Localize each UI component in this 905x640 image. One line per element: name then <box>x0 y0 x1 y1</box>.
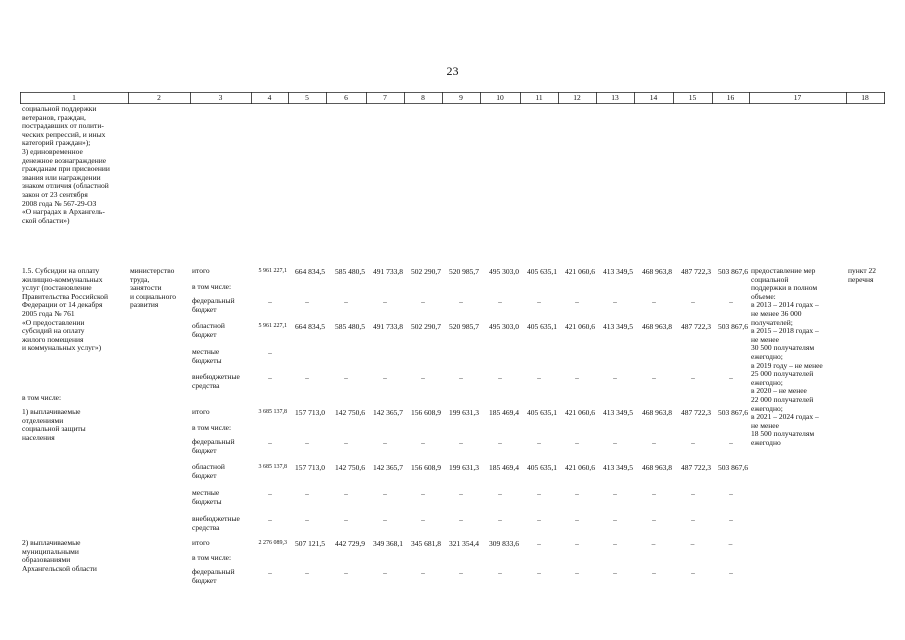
row-label-in-that: в том числе: <box>192 423 232 432</box>
sub-2-total-cell: – <box>690 539 695 548</box>
sub-1-regional-cell: 3 685 137,8 <box>258 464 287 470</box>
item-1-5-regional-cell: 468 963,8 <box>642 322 672 331</box>
item-1-5-regional-cell: 487 722,3 <box>681 322 711 331</box>
item-1-5-total-cell: 664 834,5 <box>295 267 325 276</box>
col-header-17: 17 <box>793 93 802 102</box>
sub-1-regional-cell: 199 631,3 <box>449 463 479 472</box>
sub-1-offbudget-dash: – <box>305 515 309 524</box>
sub-1-regional-cell: 142 750,6 <box>335 463 365 472</box>
col-header-18: 18 <box>861 93 869 102</box>
sub-2-federal-dash: – <box>421 568 425 577</box>
sub-1-federal-dash: – <box>613 438 617 447</box>
sub-2-federal-dash: – <box>268 568 272 577</box>
item-1-5-federal-dash: – <box>268 297 272 306</box>
item-1-5-regional-cell: 421 060,6 <box>565 322 595 331</box>
col-header-15: 15 <box>688 93 697 102</box>
sub-1-regional-cell: 157 713,0 <box>295 463 325 472</box>
sub-2-total-cell: – <box>613 539 617 548</box>
sub-1-regional-cell: 185 469,4 <box>489 463 519 472</box>
sub-1-federal-dash: – <box>691 438 695 447</box>
item-1-5-federal-dash: – <box>383 297 387 306</box>
item-1-5-description: 1.5. Субсидии на оплату жилищно-коммунальных услуг (постановление Правительства Российской Федерации от 14 декабря 2005 года № 761 «О предоставлении субсидий на оплату жилого помещения и коммунальных услуг») <box>22 266 109 353</box>
sub-1-offbudget-dash: – <box>652 515 656 524</box>
sub-1-federal-dash: – <box>729 438 733 447</box>
sub-2-federal-dash: – <box>652 568 656 577</box>
col-header-2: 2 <box>157 93 161 102</box>
sub-1-total-cell: 142 750,6 <box>335 408 365 417</box>
item-1-5-total-cell: 413 349,5 <box>603 267 633 276</box>
sub-1-offbudget-dash: – <box>729 515 733 524</box>
item-1-5-offbudget-dash: – <box>383 373 387 382</box>
sub-1-federal-dash: – <box>459 438 463 447</box>
sub-2-total-cell: – <box>651 539 656 548</box>
sub-1-regional-cell: 156 608,9 <box>411 463 441 472</box>
sub-1-regional-cell: 413 349,5 <box>603 463 633 472</box>
sub-2-total-cell: 442 729,9 <box>335 539 365 548</box>
col-header-12: 12 <box>573 93 581 102</box>
row-label-offbudget: внебюджетные средства <box>192 514 240 532</box>
row-label-regional: областной бюджет <box>192 462 225 480</box>
sub-1-local-dash: – <box>652 489 656 498</box>
item-1-5-offbudget-dash: – <box>421 373 425 382</box>
sub-1-total-cell: 185 469,4 <box>489 408 519 417</box>
item-1-5-offbudget-dash: – <box>498 373 502 382</box>
col-header-9: 9 <box>459 93 463 102</box>
sub-1-local-dash: – <box>268 489 272 498</box>
sub-2-total-cell: – <box>575 539 579 548</box>
col-header-5: 5 <box>305 93 309 102</box>
item-1-5-total-cell: 468 963,8 <box>642 267 672 276</box>
sub-2-federal-dash: – <box>383 568 387 577</box>
sub-1-total-cell: 468 963,8 <box>642 408 672 417</box>
sub-1-offbudget-dash: – <box>498 515 502 524</box>
sub-1-offbudget-dash: – <box>575 515 579 524</box>
sub-1-federal-dash: – <box>421 438 425 447</box>
item-1-5-total-cell: 585 480,5 <box>335 267 365 276</box>
sub-1-local-dash: – <box>305 489 309 498</box>
sub-1-federal-dash: – <box>344 438 348 447</box>
sub-1-local-dash: – <box>344 489 348 498</box>
sub-2-federal-dash: – <box>459 568 463 577</box>
sub-1-federal-dash: – <box>652 438 656 447</box>
sub-1-total-cell: 142 365,7 <box>373 408 403 417</box>
sub-1-offbudget-dash: – <box>537 515 541 524</box>
item-1-5-offbudget-dash: – <box>652 373 656 382</box>
item-1-5-total-cell: 503 867,6 <box>718 267 748 276</box>
item-1-5-total-cell: 520 985,7 <box>449 267 479 276</box>
row-label-offbudget: внебюджетные средства <box>192 372 240 390</box>
row-label-local: местные бюджеты <box>192 347 222 365</box>
item-1-5-offbudget-dash: – <box>305 373 309 382</box>
row-label-total: итого <box>192 538 210 547</box>
sub-1-regional-cell: 421 060,6 <box>565 463 595 472</box>
col-header-3: 3 <box>218 93 223 102</box>
sub-1-offbudget-dash: – <box>691 515 695 524</box>
item-1-5-offbudget-dash: – <box>268 373 272 382</box>
item-1-5-federal-dash: – <box>729 297 733 306</box>
sub-1-total-cell: 157 713,0 <box>295 408 325 417</box>
item-1-5-offbudget-dash: – <box>613 373 617 382</box>
row-label-total: итого <box>192 407 210 416</box>
item-1-5-total-cell: 421 060,6 <box>565 267 595 276</box>
item-1-5-federal-dash: – <box>613 297 617 306</box>
sub-1-regional-cell: 487 722,3 <box>681 463 711 472</box>
item-1-5-regional-cell: 491 733,8 <box>373 322 403 331</box>
item-1-5-federal-dash: – <box>498 297 502 306</box>
sub-1-federal-dash: – <box>537 438 541 447</box>
item-1-5-offbudget-dash: – <box>729 373 733 382</box>
sub-1-federal-dash: – <box>575 438 579 447</box>
item-1-5-offbudget-dash: – <box>459 373 463 382</box>
item-1-5-offbudget-dash: – <box>537 373 541 382</box>
item-1-5-offbudget-dash: – <box>344 373 348 382</box>
sub-2-total-cell: 309 833,6 <box>489 539 519 548</box>
sub-2-federal-dash: – <box>344 568 348 577</box>
sub-item-2-description: 2) выплачиваемые муниципальными образованиями Архангельской области <box>22 538 97 573</box>
item-1-5-regional-cell: 413 349,5 <box>603 322 633 331</box>
sub-2-total-cell: – <box>537 539 541 548</box>
sub-2-total-cell: 2 276 089,3 <box>258 540 287 546</box>
sub-2-federal-dash: – <box>729 568 733 577</box>
row-label-in-that: в том числе: <box>192 282 232 291</box>
item-1-5-federal-dash: – <box>575 297 579 306</box>
col-header-16: 16 <box>726 93 735 102</box>
sub-1-local-dash: – <box>691 489 695 498</box>
sub-1-regional-cell: 405 635,1 <box>527 463 557 472</box>
col-header-6: 6 <box>344 93 348 102</box>
item-1-5-total-cell: 405 635,1 <box>527 267 557 276</box>
item-1-5-federal-dash: – <box>537 297 541 306</box>
item-1-5-total-cell: 487 722,3 <box>681 267 711 276</box>
item-1-5-offbudget-dash: – <box>691 373 695 382</box>
sub-1-local-dash: – <box>729 489 733 498</box>
sub-1-local-dash: – <box>613 489 617 498</box>
item-1-5-federal-dash: – <box>344 297 348 306</box>
sub-1-total-cell: 3 685 137,8 <box>258 409 287 415</box>
item-1-5-total-cell: 491 733,8 <box>373 267 403 276</box>
item-1-5-federal-dash: – <box>691 297 695 306</box>
row-label-federal: федеральный бюджет <box>192 296 235 314</box>
item-1-5-executor: министерство труда, занятости и социального развития <box>130 266 176 310</box>
sub-1-offbudget-dash: – <box>459 515 463 524</box>
sub-2-federal-dash: – <box>305 568 309 577</box>
sub-1-federal-dash: – <box>305 438 309 447</box>
sub-1-regional-cell: 468 963,8 <box>642 463 672 472</box>
row-label-local: местные бюджеты <box>192 488 222 506</box>
item-1-5-federal-dash: – <box>305 297 309 306</box>
col-header-11: 11 <box>535 93 543 102</box>
row-label-regional: областной бюджет <box>192 321 225 339</box>
expected-results: предоставление мер социальной поддержки в полном объеме: в 2013 – 2014 годах – не менее 36 000 получателей; в 2015 – 2018 годах – не менее 30 500 получателям ежегодно; в 2019 году – не менее 25 000 получателей ежегодно; в 2020 – не менее 22 000 получателей ежегодно; в 2021 – 2024 годах – не менее 18 500 получателям ежегодно <box>751 266 823 447</box>
col-header-14: 14 <box>649 93 658 102</box>
item-1-5-federal-dash: – <box>421 297 425 306</box>
sub-1-offbudget-dash: – <box>421 515 425 524</box>
item-1-5-local-dash: – <box>268 348 272 357</box>
item-1-5-total-cell: 495 303,0 <box>489 267 519 276</box>
sub-2-total-cell: 349 368,1 <box>373 539 403 548</box>
sub-1-total-cell: 405 635,1 <box>527 408 557 417</box>
sub-2-total-cell: 507 121,5 <box>295 539 325 548</box>
col-header-4: 4 <box>267 93 272 102</box>
sub-1-offbudget-dash: – <box>613 515 617 524</box>
item-1-5-regional-cell: 502 290,7 <box>411 322 441 331</box>
sub-2-total-cell: 345 681,8 <box>411 539 441 548</box>
sub-1-offbudget-dash: – <box>383 515 387 524</box>
sub-1-federal-dash: – <box>268 438 272 447</box>
sub-1-offbudget-dash: – <box>268 515 272 524</box>
item-1-5-total-cell: 5 961 227,1 <box>258 268 287 274</box>
sub-2-federal-dash: – <box>575 568 579 577</box>
item-1-5-total-cell: 502 290,7 <box>411 267 441 276</box>
continued-description: социальной поддержки ветеранов, граждан, пострадавших от полити- ческих репрессий, и иных категорий граждан»); 3) единовременное денежное вознаграждение гражданам при присвоении звания или награждении знаком отличия (областной закон от 23 сентября 2008 года № 567-29-ОЗ «О наградах в Архангель- ской области») <box>22 104 110 225</box>
list-reference: пункт 22 перечня <box>848 266 876 284</box>
sub-2-federal-dash: – <box>537 568 541 577</box>
sub-2-federal-dash: – <box>498 568 502 577</box>
item-1-5-federal-dash: – <box>652 297 656 306</box>
item-1-5-regional-cell: 520 985,7 <box>449 322 479 331</box>
item-1-5-regional-cell: 405 635,1 <box>527 322 557 331</box>
item-1-5-regional-cell: 585 480,5 <box>335 322 365 331</box>
sub-1-local-dash: – <box>459 489 463 498</box>
sub-1-total-cell: 156 608,9 <box>411 408 441 417</box>
item-1-5-regional-cell: 664 834,5 <box>295 322 325 331</box>
item-1-5-federal-dash: – <box>459 297 463 306</box>
sub-1-local-dash: – <box>383 489 387 498</box>
item-1-5-regional-cell: 5 961 227,1 <box>258 323 287 329</box>
sub-1-regional-cell: 142 365,7 <box>373 463 403 472</box>
sub-1-total-cell: 487 722,3 <box>681 408 711 417</box>
row-label-federal: федеральный бюджет <box>192 567 235 585</box>
sub-1-total-cell: 421 060,6 <box>565 408 595 417</box>
sub-1-local-dash: – <box>421 489 425 498</box>
item-1-5-regional-cell: 503 867,6 <box>718 322 748 331</box>
sub-2-total-cell: – <box>728 539 733 548</box>
sub-1-local-dash: – <box>498 489 502 498</box>
sub-2-federal-dash: – <box>613 568 617 577</box>
page-number: 23 <box>446 64 459 78</box>
sub-item-1-description: 1) выплачиваемые отделениями социальной защиты населения <box>22 407 86 442</box>
sub-1-local-dash: – <box>537 489 541 498</box>
row-label-federal: федеральный бюджет <box>192 437 235 455</box>
col-header-10: 10 <box>496 93 504 102</box>
row-label-total: итого <box>192 266 210 275</box>
item-1-5-offbudget-dash: – <box>575 373 579 382</box>
sub-1-regional-cell: 503 867,6 <box>718 463 748 472</box>
sub-1-total-cell: 199 631,3 <box>449 408 479 417</box>
col-header-13: 13 <box>611 93 619 102</box>
col-header-1: 1 <box>72 93 76 102</box>
sub-2-total-cell: 321 354,4 <box>449 539 479 548</box>
row-label-in-that: в том числе: <box>192 553 232 562</box>
item-1-5-regional-cell: 495 303,0 <box>489 322 519 331</box>
sub-1-federal-dash: – <box>498 438 502 447</box>
col-header-8: 8 <box>421 93 425 102</box>
sub-1-federal-dash: – <box>383 438 387 447</box>
in-that-number-label: в том числе: <box>22 393 62 402</box>
sub-2-federal-dash: – <box>691 568 695 577</box>
sub-1-local-dash: – <box>575 489 579 498</box>
col-header-7: 7 <box>383 93 387 102</box>
sub-1-offbudget-dash: – <box>344 515 348 524</box>
sub-1-total-cell: 413 349,5 <box>603 408 633 417</box>
sub-1-total-cell: 503 867,6 <box>718 408 748 417</box>
